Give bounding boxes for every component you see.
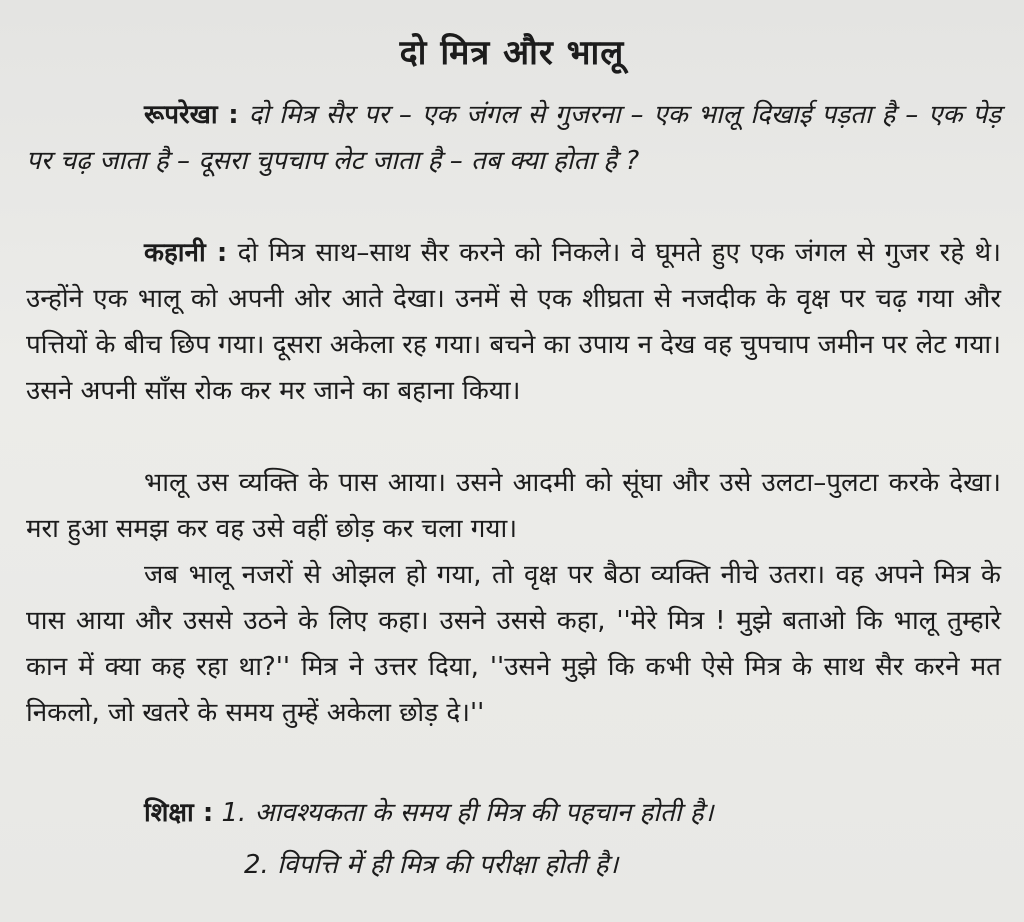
story-label: कहानी : — [144, 238, 228, 268]
story-paragraph-3 — [26, 552, 1001, 736]
moral-label: शिक्षा : — [144, 798, 214, 828]
story-text-1: दो मित्र साथ–साथ सैर करने को निकले। वे घूमते हुए एक जंगल से गुजर रहे थे। उन्होंने एक भालू को अपनी ओर आते देखा। उनमें से एक शीघ्रता से नजदीक के वृक्ष पर चढ़ गया और पत्तियों के बीच छिप गया। दूसरा अकेला रह गया। बचने का उपाय न देख वह चुपचाप जमीन पर लेट गया। उसने अपनी साँस रोक कर मर जाने का बहाना किया। — [26, 238, 1001, 406]
outline-paragraph — [26, 92, 1001, 184]
story-paragraph-2 — [26, 460, 1001, 552]
story-paragraph-1 — [26, 230, 1001, 414]
outline-label: रूपरेखा : — [144, 100, 239, 130]
moral-line-1 — [144, 790, 713, 836]
page-title: दो मित्र और भालू — [399, 33, 625, 73]
story-text-2: भालू उस व्यक्ति के पास आया। उसने आदमी को सूंघा और उसे उलटा–पुलटा करके देखा। मरा हुआ समझ कर वह उसे वहीं छोड़ कर चला गया। — [26, 468, 1001, 544]
moral-point-2: 2. विपत्ति में ही मित्र की परीक्षा होती है। — [244, 850, 619, 880]
story-text-3: जब भालू नजरों से ओझल हो गया, तो वृक्ष पर बैठा व्यक्ति नीचे उतरा। वह अपने मित्र के पास आया और उससे उठने के लिए कहा। उसने उससे कहा, ''मेरे मित्र ! मुझे बताओ कि भालू तुम्हारे कान में क्या कह रहा था?'' मित्र ने उत्तर दिया, ''उसने मुझे कि कभी ऐसे मित्र के साथ सैर करने मत निकलो, जो खतरे के समय तुम्हें अकेला छोड़ दे।'' — [26, 560, 1001, 728]
moral-point-1: 1. आवश्यकता के समय ही मित्र की पहचान होती है। — [221, 798, 714, 828]
outline-text: दो मित्र सैर पर – एक जंगल से गुजरना – एक भालू दिखाई पड़ता है – एक पेड़ पर चढ़ जाता है – दूसरा चुपचाप लेट जाता है – तब क्या होता है ? — [26, 100, 1001, 176]
